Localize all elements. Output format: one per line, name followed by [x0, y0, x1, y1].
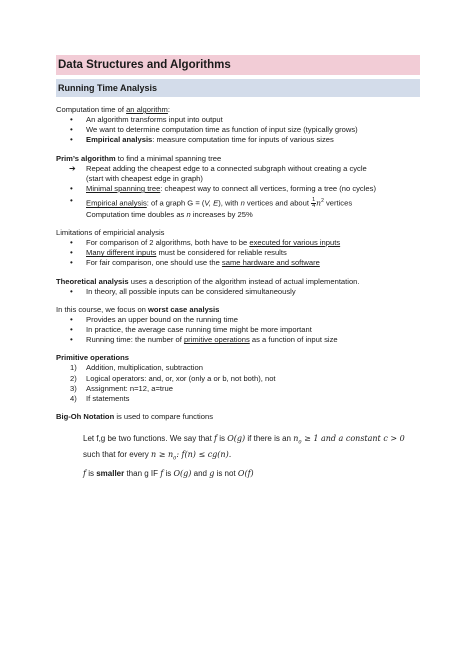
bigoh-line-1	[83, 433, 420, 449]
bullet-icon: •	[70, 324, 73, 334]
emp-link: Empirical analysis	[86, 198, 147, 208]
list-item-text: In practice, the average case running time might be more important	[86, 324, 312, 334]
list-item-text: For fair comparison, one should use the	[86, 258, 222, 268]
mst-text: : cheapest way to connect all vertices, forming a tree (no cycles)	[160, 184, 376, 194]
list-item	[56, 384, 420, 394]
list-number: 3)	[70, 383, 77, 393]
list-item-text: An algorithm transforms input into output	[86, 115, 223, 124]
emp-n2: n	[316, 198, 322, 208]
list-item-text: (start with cheapest edge in graph)	[86, 173, 203, 183]
emp-text: : of a graph G = (	[146, 198, 205, 208]
primitive-ops-link: primitive operations	[183, 335, 250, 345]
limitations-heading: Limitations of empiricial analysis	[56, 227, 165, 237]
bigoh-text: such that for every	[83, 449, 152, 459]
math-geq: ≥ 1 and a constant	[301, 434, 384, 444]
bigoh-definition	[56, 433, 420, 480]
limitations-list	[56, 238, 420, 269]
list-item-text: as a function of input size	[249, 335, 338, 345]
bigoh-text: is	[163, 469, 174, 479]
bigoh-line-2	[83, 449, 420, 465]
bigoh-paragraph	[56, 412, 420, 422]
prims-paragraph	[56, 154, 420, 164]
bigoh-text: is not	[214, 469, 238, 479]
mst-link: Minimal spanning tree	[86, 184, 161, 194]
bullet-icon: •	[70, 115, 73, 124]
empirical-bold: Empirical analysis	[86, 135, 153, 145]
primitive-heading: Primitive operations	[56, 353, 130, 363]
list-item-text: Provides an upper bound on the running time	[86, 314, 238, 324]
math-sub: 0	[173, 455, 177, 462]
theoretical-text: uses a description of the algorithm instead of actual implementation.	[128, 276, 360, 286]
math-f: f	[83, 469, 86, 479]
worst-case-prefix: In this course, we focus on	[56, 304, 149, 314]
document-title: Data Structures and Algorithms	[56, 55, 420, 75]
list-number: 1)	[70, 363, 77, 373]
list-item	[56, 363, 420, 373]
list-item	[56, 258, 420, 268]
frac-bot: 4	[312, 203, 316, 210]
worst-case-list	[56, 315, 420, 346]
emp-text: ), with	[218, 198, 241, 208]
document-page	[56, 55, 420, 480]
list-item-text: In theory, all possible inputs can be considered simultaneously	[86, 286, 296, 296]
emp-text: vertices and about	[244, 198, 312, 208]
list-item-text: Addition, multiplication, subtraction	[86, 363, 203, 373]
emp-text: vertices	[323, 198, 353, 208]
primitive-list	[56, 363, 420, 404]
bullet-icon: •	[70, 135, 73, 145]
bullet-icon: •	[70, 184, 73, 194]
prims-bold: Prim’s algorithm	[56, 153, 116, 163]
bigoh-text: is	[217, 434, 228, 444]
math-cond: n ≥ n	[151, 449, 174, 459]
bigoh-line-3	[83, 468, 420, 480]
list-item-text: Repeat adding the cheapest edge to a connected subgraph without creating a cycle	[86, 163, 367, 173]
prims-list	[56, 164, 420, 184]
list-item	[56, 135, 420, 145]
bullet-icon: •	[70, 335, 73, 345]
list-item	[56, 374, 420, 384]
list-item	[56, 196, 420, 220]
bullet-icon: •	[70, 237, 73, 247]
doubles-text: increases by 25%	[190, 209, 253, 219]
list-item-text: must be considered for reliable results	[156, 248, 287, 258]
list-item	[56, 238, 420, 248]
intro-suffix: :	[167, 105, 170, 114]
bigoh-text: is	[85, 469, 97, 479]
list-item	[56, 335, 420, 345]
empirical-text: : measure computation time for inputs of various sizes	[152, 135, 334, 145]
frac-top: 1	[312, 196, 316, 203]
theoretical-bold: Theoretical analysis	[56, 276, 129, 286]
list-item-text: If statements	[86, 393, 130, 403]
intro-paragraph	[56, 105, 420, 115]
prims-bullets	[56, 184, 420, 220]
list-item	[56, 164, 420, 184]
bigoh-bold: Big-Oh Notation	[56, 412, 115, 422]
doubles-n: n	[186, 209, 191, 219]
list-item-text: Logical operators: and, or, xor (only a or b, not both), not	[86, 373, 276, 383]
math-of: O(f)	[237, 469, 254, 479]
list-item	[56, 125, 420, 135]
smaller-bold: smaller	[96, 469, 125, 479]
list-item-text: Assignment: n=12, a=true	[86, 383, 173, 393]
bigoh-text: if there is an	[245, 434, 294, 444]
limitation-link: Many different inputs	[86, 248, 157, 258]
list-item	[56, 315, 420, 325]
emp-sup: 2	[321, 198, 324, 205]
math-sub: 0	[298, 439, 302, 446]
math-f: f	[160, 469, 164, 479]
bullet-icon: •	[70, 196, 73, 206]
list-item	[56, 287, 420, 297]
list-item	[56, 394, 420, 404]
bullet-icon: •	[70, 258, 73, 268]
bullet-icon: •	[70, 314, 73, 324]
arrow-right-icon: ➔	[69, 163, 76, 173]
intro-prefix: Computation time of	[56, 105, 127, 114]
bullet-icon: •	[70, 286, 73, 296]
limitation-link: executed for various inputs	[249, 237, 341, 247]
emp-ve: V, E	[204, 198, 219, 208]
list-item-text: Running time: the number of	[86, 335, 184, 345]
list-item	[56, 325, 420, 335]
list-item-text: We want to determine computation time as function of input size (typically grows)	[86, 125, 358, 135]
theoretical-list	[56, 287, 420, 297]
math-og: O(g)	[227, 434, 246, 444]
bigoh-text: and	[191, 469, 210, 479]
bullet-icon: •	[70, 248, 73, 258]
prims-text: to find a minimal spanning tree	[115, 153, 222, 163]
list-item	[56, 248, 420, 258]
section-heading: Running Time Analysis	[56, 79, 420, 97]
math-f: f	[214, 434, 218, 444]
bigoh-text: than g IF	[124, 469, 161, 479]
list-number: 2)	[70, 373, 77, 383]
list-item	[56, 184, 420, 194]
math-n0: n	[293, 434, 299, 444]
list-number: 4)	[70, 393, 77, 403]
worst-case-paragraph	[56, 305, 420, 315]
intro-link: an algorithm	[126, 105, 168, 114]
emp-n: n	[240, 198, 245, 208]
math-g: g	[209, 469, 215, 479]
doubles-text: Computation time doubles as	[86, 209, 187, 219]
math-ineq: : f(n) ≤ cg(n).	[176, 449, 232, 459]
worst-case-bold: worst case analysis	[148, 304, 220, 314]
intro-list	[56, 115, 420, 146]
list-item-text: For comparison of 2 algorithms, both have to be	[86, 237, 250, 247]
theoretical-paragraph	[56, 277, 420, 287]
math-c: c > 0	[383, 434, 405, 444]
bullet-icon: •	[70, 125, 73, 135]
limitation-link: same hardware and software	[221, 258, 320, 268]
bigoh-text: Let f,g be two functions. We say that	[83, 434, 215, 444]
math-og: O(g)	[173, 469, 192, 479]
list-item	[56, 115, 420, 125]
bigoh-text: is used to compare functions	[114, 412, 213, 422]
